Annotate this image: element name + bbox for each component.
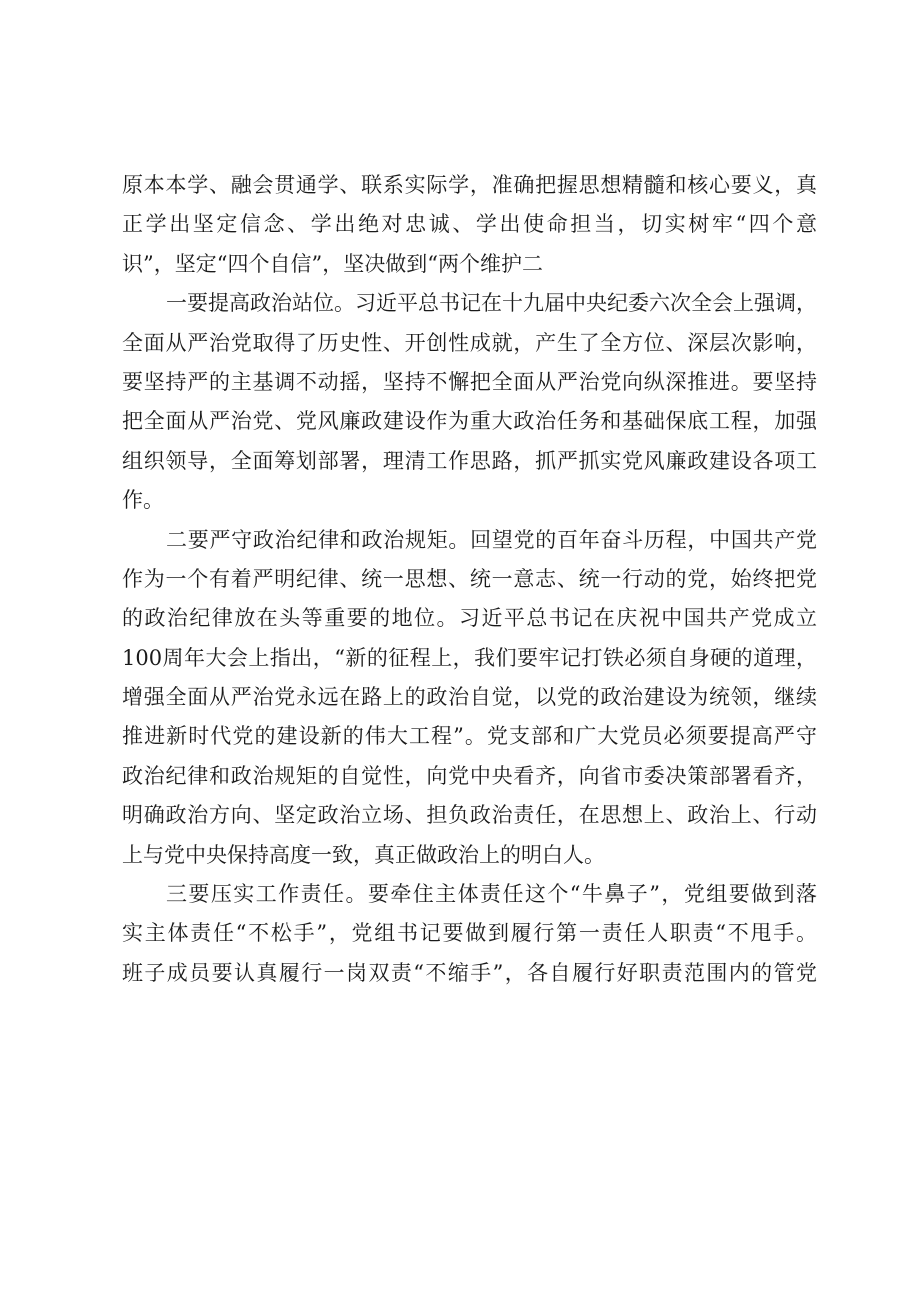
text-line: 推进新时代党的建设新的伟大工程”。党支部和广大党员必须要提高严守 [122, 724, 817, 749]
text-line: 的政治纪律放在头等重要的地位。习近平总书记在庆祝中国共产党成立 [122, 606, 817, 631]
text-line: 实主体责任“不松手”，党组书记要做到履行第一责任人职责“不甩手。 [122, 921, 817, 946]
text-line: 三要压实工作责任。要牵住主体责任这个“牛鼻子”，党组要做到落 [166, 882, 817, 907]
paragraph-continuation [122, 166, 817, 284]
text-line: 组织领导，全面筹划部署，理清工作思路，抓严抓实党风廉政建设各项工 [122, 448, 817, 473]
paragraph-political-stance [122, 284, 817, 520]
text-line: 识”，坚定“四个自信”，坚决做到“两个维护二 [122, 251, 543, 276]
paragraph-political-discipline [122, 521, 817, 876]
text-line: 把全面从严治党、党风廉政建设作为重大政治任务和基础保底工程，加强 [122, 409, 817, 434]
text-line: 班子成员要认真履行一岗双责“不缩手”，各自履行好职责范围内的管党 [122, 960, 817, 985]
text-line: 作为一个有着严明纪律、统一思想、统一意志、统一行动的党，始终把党 [122, 566, 817, 591]
text-line: 增强全面从严治党永远在路上的政治自觉，以党的政治建设为统领，继续 [122, 685, 817, 710]
text-line: 二要严守政治纪律和政治规矩。回望党的百年奋斗历程，中国共产党 [166, 527, 817, 552]
text-line: 作。 [122, 488, 164, 513]
text-line: 正学出坚定信念、学出绝对忠诚、学出使命担当，切实树牢“四个意 [122, 212, 817, 237]
paragraph-work-responsibility [122, 875, 817, 993]
text-line: 要坚持严的主基调不动摇，坚持不懈把全面从严治党向纵深推进。要坚持 [122, 369, 817, 394]
text-line: 上与党中央保持高度一致，真正做政治上的明白人。 [122, 842, 605, 867]
text-line: 100周年大会上指出，“新的征程上，我们要牢记打铁必须自身硬的道理， [122, 645, 817, 670]
document-body [122, 166, 817, 993]
text-line: 一要提高政治站位。习近平总书记在十九届中央纪委六次全会上强调， [166, 291, 817, 316]
text-line: 全面从严治党取得了历史性、开创性成就，产生了全方位、深层次影响， [122, 330, 817, 355]
text-line: 政治纪律和政治规矩的自觉性，向党中央看齐，向省市委决策部署看齐， [122, 763, 817, 788]
text-line: 原本本学、融会贯通学、联系实际学，准确把握思想精髓和核心要义，真 [122, 173, 817, 197]
text-line: 明确政治方向、坚定政治立场、担负政治责任，在思想上、政治上、行动 [122, 803, 817, 828]
